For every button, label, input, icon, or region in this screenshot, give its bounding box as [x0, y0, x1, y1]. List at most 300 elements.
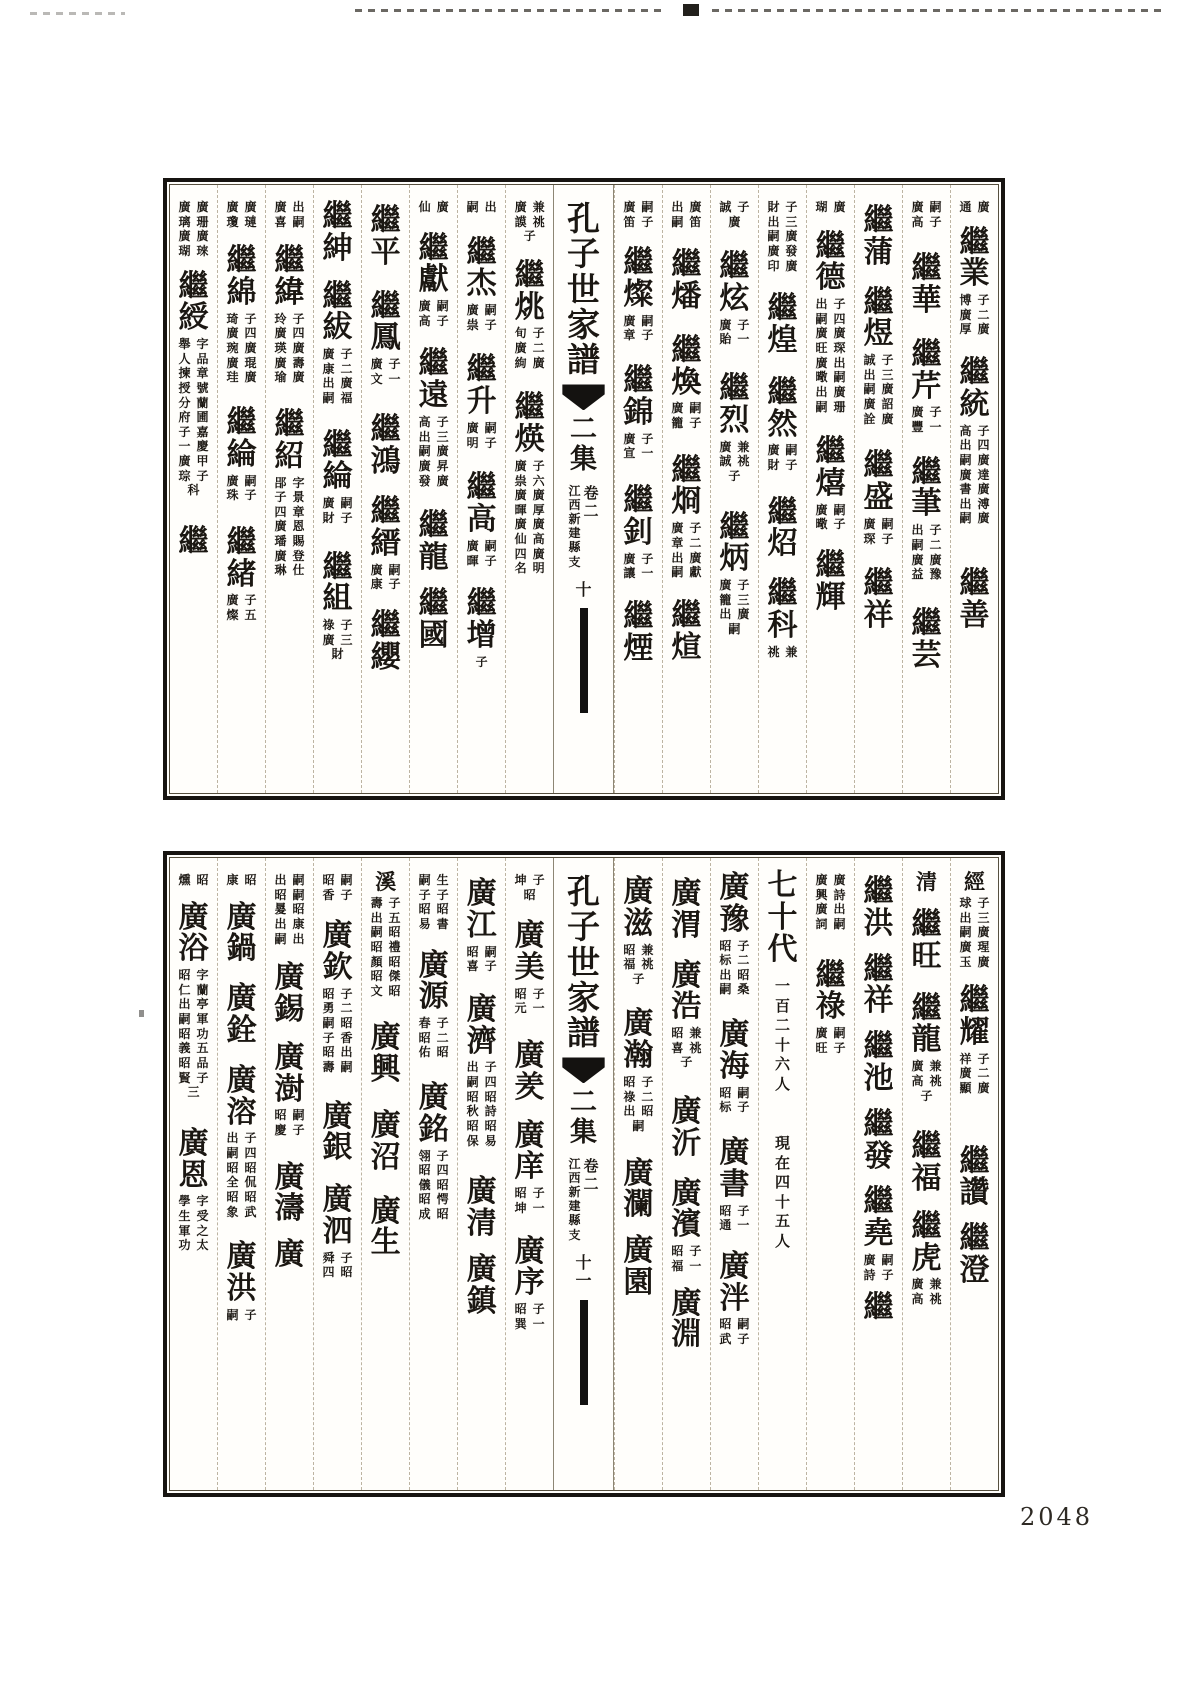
annotation: [419, 415, 449, 488]
annotation-row: 嗣 廣: [418, 444, 449, 459]
person-name: 廣 源: [418, 947, 449, 1015]
person-name: 繼 縉: [370, 494, 401, 561]
annotation-row: 昭 兼: [671, 1026, 702, 1041]
person-name: 繼 釗: [623, 482, 654, 550]
annotation-row: 詞 嗣: [815, 916, 846, 931]
annotation-row: 璠 賜: [274, 534, 305, 549]
annotation: [179, 968, 209, 1100]
annotation-row: 象 武: [226, 1204, 257, 1219]
annotation-row: 昭 二: [418, 1030, 449, 1045]
annotation-row: 舉 字: [178, 337, 209, 352]
person-name: 繼 澄: [959, 1221, 990, 1289]
annotation: [467, 945, 497, 974]
person-name: 繼 綿: [226, 243, 257, 311]
annotation: [863, 517, 893, 546]
person-name: 廣 泗: [322, 1182, 353, 1249]
annotation: [275, 873, 305, 946]
annotation-row: 暉 厚: [514, 502, 545, 517]
genealogy-column: [950, 858, 998, 1490]
person-name: 經: [964, 869, 985, 894]
annotation: [371, 563, 401, 592]
annotation-row: 府 圃: [178, 410, 209, 425]
annotation-row: 保 易: [466, 1133, 497, 1148]
annotation-row: 子: [523, 229, 536, 244]
annotation-row: 廣 嗣: [623, 200, 654, 214]
person-name: 繼 升: [466, 352, 497, 420]
annotation-row: 昭 出: [322, 1045, 353, 1060]
annotation-row: 廣 出: [815, 355, 846, 370]
annotation-row: 旺 子: [815, 1040, 846, 1055]
annotation-row: 廣 四: [274, 326, 305, 341]
annotation-row: 詮 廣: [863, 411, 894, 426]
annotation-row: 書 廣: [959, 482, 990, 497]
genealogy-column: [950, 185, 998, 793]
annotation-row: 瑚 廣: [815, 200, 846, 214]
upper-genealogy-box: [163, 178, 1005, 800]
annotation-row: 厚 廣: [959, 322, 990, 337]
person-name: 廣 銓: [226, 981, 257, 1049]
annotation-row: 易 書: [418, 916, 449, 931]
annotation: [815, 1026, 845, 1055]
spacer: [855, 269, 902, 287]
annotation-row: 出 廣: [719, 607, 750, 622]
person-name: 繼 池: [863, 1029, 894, 1096]
annotation-row: 珠 子: [226, 488, 257, 503]
annotation-row: 廣 子: [623, 551, 654, 566]
person-name: 廣 瀚: [623, 1006, 654, 1074]
person-name: 繼: [863, 1290, 894, 1326]
annotation-row: 曔 嗣: [815, 370, 846, 385]
person-name: 繼 炤: [767, 494, 798, 562]
person-name: 繼 煙: [623, 598, 654, 666]
person-name: 廣 鍋: [226, 899, 257, 967]
annotation-row: 瑛 廣: [274, 341, 305, 356]
spacer: [711, 999, 758, 1019]
person-name: 廣 濟: [466, 991, 497, 1059]
annotation-row: 出 廣: [322, 376, 353, 391]
person-name: 繼 科: [767, 576, 798, 643]
person-name: 廣 濤: [274, 1159, 305, 1227]
annotation-row: 嗣 二: [911, 537, 942, 552]
annotation: [275, 476, 305, 578]
annotation-row: 顯 廣: [959, 1081, 990, 1096]
spacer: [903, 1105, 950, 1131]
annotation-row: 嗣: [728, 622, 741, 637]
annotation-row: 昭 昭: [226, 1160, 257, 1175]
annotation-row: 廣 兼: [514, 200, 545, 214]
person-name: 廣 瀾: [623, 1155, 654, 1223]
annotation-row: 巽 一: [514, 1316, 545, 1331]
spacer: [951, 1098, 998, 1146]
annotation-row: 喜 嗣: [274, 214, 305, 229]
annotation: [179, 200, 209, 259]
annotation-row: 昭 嗣: [719, 1317, 750, 1332]
spacer: [903, 317, 950, 339]
annotation: [767, 200, 797, 273]
spacer: [218, 1221, 265, 1241]
annotation-row: 章 二: [671, 535, 702, 550]
annotation-row: 昭 嗣: [274, 1108, 305, 1123]
annotation-row: 昭 字: [178, 968, 209, 983]
spacer: [410, 490, 457, 510]
annotation: [227, 1308, 257, 1323]
genealogy-column: [902, 858, 950, 1490]
person-name: 繼 德: [815, 228, 846, 296]
annotation: [815, 873, 845, 932]
spacer: [951, 528, 998, 568]
genealogy-column: [409, 858, 457, 1490]
person-name: 廣 庠: [514, 1117, 545, 1185]
annotation-row: 子 香: [322, 1030, 353, 1045]
annotation-row: 詩 子: [863, 1267, 894, 1282]
annotation-row: 科: [187, 483, 200, 498]
person-name: 繼 烱: [671, 452, 702, 520]
annotation: [515, 459, 545, 576]
person-name: 廣 沼: [370, 1108, 401, 1175]
annotation-row: 嗣 廣: [959, 511, 990, 526]
annotation-row: 昭 嗣: [274, 887, 305, 902]
annotation: [719, 578, 749, 637]
scan-artifact: [30, 12, 125, 15]
fishtail-ornament: [562, 1057, 604, 1083]
annotation: [515, 200, 545, 244]
person-name: 繼 熺: [815, 434, 846, 502]
person-name: 繼 旺: [911, 907, 942, 974]
annotation-row: 通 廣: [959, 200, 990, 214]
annotation: [623, 200, 653, 229]
spacer: [807, 416, 854, 436]
annotation-row: 郘 字: [274, 475, 305, 490]
annotation-row: 廣 子: [322, 347, 353, 362]
person-name: 繼 祥: [863, 566, 894, 633]
annotation-row: 嗣: [632, 1118, 645, 1133]
annotation-row: 祥 子: [959, 1051, 990, 1066]
person-name: 繼 芸: [911, 605, 942, 673]
genealogy-column: [170, 185, 217, 793]
annotation: [227, 1131, 257, 1219]
spacer: [458, 452, 505, 472]
person-name: 繼 高: [466, 470, 497, 538]
person-name: 廣 興: [370, 1020, 401, 1088]
annotation-row: 義 五: [178, 1041, 209, 1056]
person-name: 繼 煊: [671, 597, 702, 665]
annotation-row: 出 康: [274, 916, 305, 931]
person-name: 廣 澍: [274, 1039, 305, 1107]
annotation: [671, 1026, 701, 1070]
annotation-row: 瓊 璉: [226, 214, 257, 229]
scan-artifact: [355, 9, 665, 12]
annotation-row: 廣 子: [719, 578, 750, 593]
annotation: [719, 1086, 749, 1115]
person-name: 繼 芹: [911, 336, 942, 404]
title-column: [553, 858, 614, 1490]
annotation-row: 廣 嗣: [815, 1026, 846, 1041]
genealogy-column: [614, 185, 662, 793]
annotation-row: 琦 子: [226, 311, 257, 326]
person-name: 繼 綬: [178, 268, 209, 336]
person-name: 廣 錫: [274, 960, 305, 1027]
person-name: 繼: [178, 523, 209, 559]
spacer: [663, 942, 710, 960]
person-name: 繼 煜: [863, 284, 894, 352]
annotation-row: 康 子: [370, 577, 401, 592]
annotation-row: 标 子: [719, 1100, 750, 1115]
annotation-row: 四 章: [274, 504, 305, 519]
annotation-row: 廣 子: [911, 405, 942, 420]
annotation-row: 誠 祧: [719, 454, 750, 469]
folio-number: 十 一: [575, 1252, 592, 1291]
annotation: [719, 440, 749, 484]
genealogy-column: [313, 858, 361, 1490]
folio-number: 十: [575, 579, 592, 599]
annotation-row: 廣 出: [815, 902, 846, 917]
person-name: 繼 龍: [418, 508, 449, 575]
spacer: [615, 988, 662, 1008]
annotation-row: 發 廣: [418, 473, 449, 488]
annotation: [227, 873, 257, 888]
annotation-row: 康 昭: [226, 873, 257, 887]
annotation-row: 功 太: [178, 1238, 209, 1253]
annotation-row: 昭 子: [322, 986, 353, 1001]
annotation-row: 名 明: [514, 561, 545, 576]
genealogy-column: [313, 185, 361, 793]
annotation-row: 勇 二: [322, 1001, 353, 1016]
annotation-row: 廣 兼: [719, 439, 750, 454]
person-name: 廣 書: [719, 1134, 750, 1202]
annotation-row: 嗣 昭: [322, 1016, 353, 1031]
genealogy-column: [217, 185, 265, 793]
person-name: 廣 欽: [322, 918, 353, 986]
person-name: 繼 發: [863, 1106, 894, 1174]
annotation-row: 益 豫: [911, 567, 942, 582]
annotation-row: 出 昭: [623, 1104, 654, 1119]
person-name: 繼 遠: [418, 346, 449, 414]
scan-artifact: [712, 9, 1162, 12]
person-name: 廣 園: [623, 1233, 654, 1300]
count-text: 一 百 二 十 六 人: [774, 977, 790, 1093]
spacer: [903, 437, 950, 457]
annotation: [227, 200, 257, 229]
annotation-row: 燻 昭: [178, 873, 209, 887]
annotation-row: 昭: [523, 887, 536, 902]
folio-bar: [580, 1300, 588, 1405]
annotation-row: 廣 甲: [178, 454, 209, 469]
spacer: [314, 1077, 361, 1101]
annotation-row: 廣 廣: [514, 488, 545, 503]
annotation-row: 坤 子: [514, 873, 545, 887]
annotation-row: 高 子: [911, 214, 942, 229]
annotation-row: 子: [728, 468, 741, 483]
person-name: 繼 紹: [274, 406, 305, 474]
person-name: 廣 滋: [623, 874, 654, 941]
spacer: [362, 1000, 409, 1022]
annotation-row: 廣 詔: [863, 397, 894, 412]
annotation-row: 出 子: [226, 1131, 257, 1146]
spacer: [615, 345, 662, 365]
annotation: [623, 314, 653, 343]
annotation-row: 昭 傑: [370, 969, 401, 984]
annotation-row: 出 廣: [671, 550, 702, 565]
annotation-row: 嗣 出: [274, 931, 305, 946]
annotation: [515, 326, 545, 370]
annotation: [467, 539, 497, 568]
annotation-row: 昭 愕: [418, 1192, 449, 1207]
person-name: 繼 龍: [911, 990, 942, 1058]
person-name: 繼 燦: [623, 245, 654, 313]
annotation-row: 出 三: [959, 910, 990, 925]
annotation-row: 祿 子: [322, 618, 353, 633]
annotation: [911, 200, 941, 229]
annotation: [419, 200, 449, 215]
annotation-row: 琛 子: [863, 531, 894, 546]
annotation: [671, 200, 701, 229]
title-subline: [568, 484, 598, 569]
genealogy-column: [409, 185, 457, 793]
annotation-row: 出 廣: [815, 384, 846, 399]
annotation-row: 嗣 出: [466, 200, 497, 214]
person-name: 繼 烈: [719, 371, 750, 438]
person-name: 繼 然: [767, 374, 798, 442]
annotation-row: 子 嘉: [178, 424, 209, 439]
scan-artifact: [683, 4, 699, 16]
annotation-row: 授 號: [178, 380, 209, 395]
annotation: [815, 200, 845, 215]
annotation-row: 舜 子: [322, 1250, 353, 1265]
annotation-row: 廣 三: [322, 632, 353, 647]
genealogy-column: [806, 185, 854, 793]
person-name: 繼 洪: [863, 874, 894, 941]
annotation-row: 高 祧: [911, 1073, 942, 1088]
genealogy-column: [265, 185, 313, 793]
annotation-row: 高 祧: [911, 1291, 942, 1306]
annotation: [719, 1204, 749, 1233]
annotation-row: 四 昭: [322, 1265, 353, 1280]
annotation-row: 出 子: [911, 523, 942, 538]
person-name: 繼 增: [466, 586, 497, 653]
person-name: 繼 讚: [959, 1143, 990, 1211]
annotation-row: 福 一: [671, 1258, 702, 1273]
person-name: 繼 鴻: [370, 412, 401, 480]
annotation: [515, 873, 545, 902]
genealogy-column: [758, 185, 806, 793]
annotation-row: 仙 高: [514, 532, 545, 547]
person-name: 繼 錦: [623, 363, 654, 430]
annotation-row: 成 昭: [418, 1207, 449, 1222]
annotation: [719, 1317, 749, 1346]
annotation: [323, 618, 353, 662]
annotation-row: 慶 子: [274, 1122, 305, 1137]
annotation-row: 廣 二: [959, 307, 990, 322]
annotation-row: 貽 一: [719, 332, 750, 347]
annotation: [275, 200, 305, 229]
spacer: [266, 387, 313, 409]
annotation: [911, 405, 941, 434]
person-name: 繼 祥: [863, 951, 894, 1019]
annotation-row: 廣 嗣: [911, 200, 942, 214]
annotation: [719, 318, 749, 347]
person-name: 繼 烑: [514, 257, 545, 325]
annotation-row: 福 祧: [623, 957, 654, 972]
annotation-row: 旬 子: [514, 326, 545, 341]
person-name: 繼 杰: [466, 234, 497, 302]
annotation: [371, 896, 401, 998]
person-name: 繼 緒: [226, 524, 257, 592]
annotation-row: 讓 一: [623, 566, 654, 581]
annotation-row: 出 四: [959, 438, 990, 453]
person-name: 繼 紳: [322, 199, 353, 266]
annotation-row: 坤 一: [514, 1200, 545, 1215]
spacer: [314, 408, 361, 430]
annotation-row: 文 昭: [370, 983, 401, 998]
annotation-row: 廣 嗣: [671, 401, 702, 416]
annotation-row: 壽 嗣: [322, 1059, 353, 1074]
spacer: [663, 1160, 710, 1178]
annotation-row: 生 受: [178, 1209, 209, 1224]
genealogy-column: [710, 185, 758, 793]
annotation: [227, 474, 257, 503]
page-number: 2048: [1020, 1503, 1094, 1531]
spacer: [170, 1102, 217, 1128]
annotation-row: 賢 子: [178, 1070, 209, 1085]
annotation-row: 誠 子: [863, 353, 894, 368]
annotation-row: 廣 廣: [178, 229, 209, 244]
annotation: [179, 873, 209, 888]
person-name: 廣 銘: [418, 1079, 449, 1147]
annotation-row: 籠 三: [719, 592, 750, 607]
annotation-row: 子: [680, 1055, 693, 1070]
annotation: [863, 353, 893, 426]
annotation: [671, 401, 701, 430]
annotation-row: 㬊 昭: [274, 902, 305, 917]
annotation-row: 曔 子: [815, 517, 846, 532]
person-name: 繼 盛: [863, 448, 894, 516]
spacer: [855, 428, 902, 450]
annotation-row: 軍 之: [178, 1223, 209, 1238]
person-name: 廣 序: [514, 1233, 545, 1301]
branch-label: 江 西 新 建 縣 支: [568, 1156, 581, 1242]
spacer: [314, 1164, 361, 1184]
person-name: 繼 耀: [959, 983, 990, 1051]
annotation-row: 人 品: [178, 351, 209, 366]
annotation-row: 籠 子: [671, 416, 702, 431]
annotation-row: 廣 嗣: [226, 473, 257, 488]
person-name: 繼 煥: [671, 332, 702, 400]
annotation-row: 三: [187, 1085, 200, 1100]
annotation: [960, 293, 990, 337]
annotation-row: 昭 品: [178, 1055, 209, 1070]
annotation-row: 子: [632, 971, 645, 986]
spacer: [410, 1062, 457, 1082]
annotation-row: 一 慶: [178, 439, 209, 454]
annotation: [467, 655, 497, 670]
person-name: 廣 恩: [178, 1125, 209, 1193]
annotation-row: 豐 一: [911, 420, 942, 435]
annotation: [815, 503, 845, 532]
spacer: [266, 1140, 313, 1162]
person-name: 繼 虎: [911, 1208, 942, 1276]
annotation-row: 興 詩: [815, 887, 846, 902]
annotation-row: 祧 兼: [767, 644, 798, 659]
annotation-row: 廣 廣: [226, 200, 257, 214]
spacer: [903, 973, 950, 993]
spacer: [218, 387, 265, 407]
annotation: [719, 200, 749, 229]
annotation: [863, 1253, 893, 1282]
annotation-row: 出 五: [370, 910, 401, 925]
annotation-row: 嗣 笛: [671, 214, 702, 229]
person-name: 繼 祿: [815, 957, 846, 1025]
person-name: 繼 業: [959, 224, 990, 292]
